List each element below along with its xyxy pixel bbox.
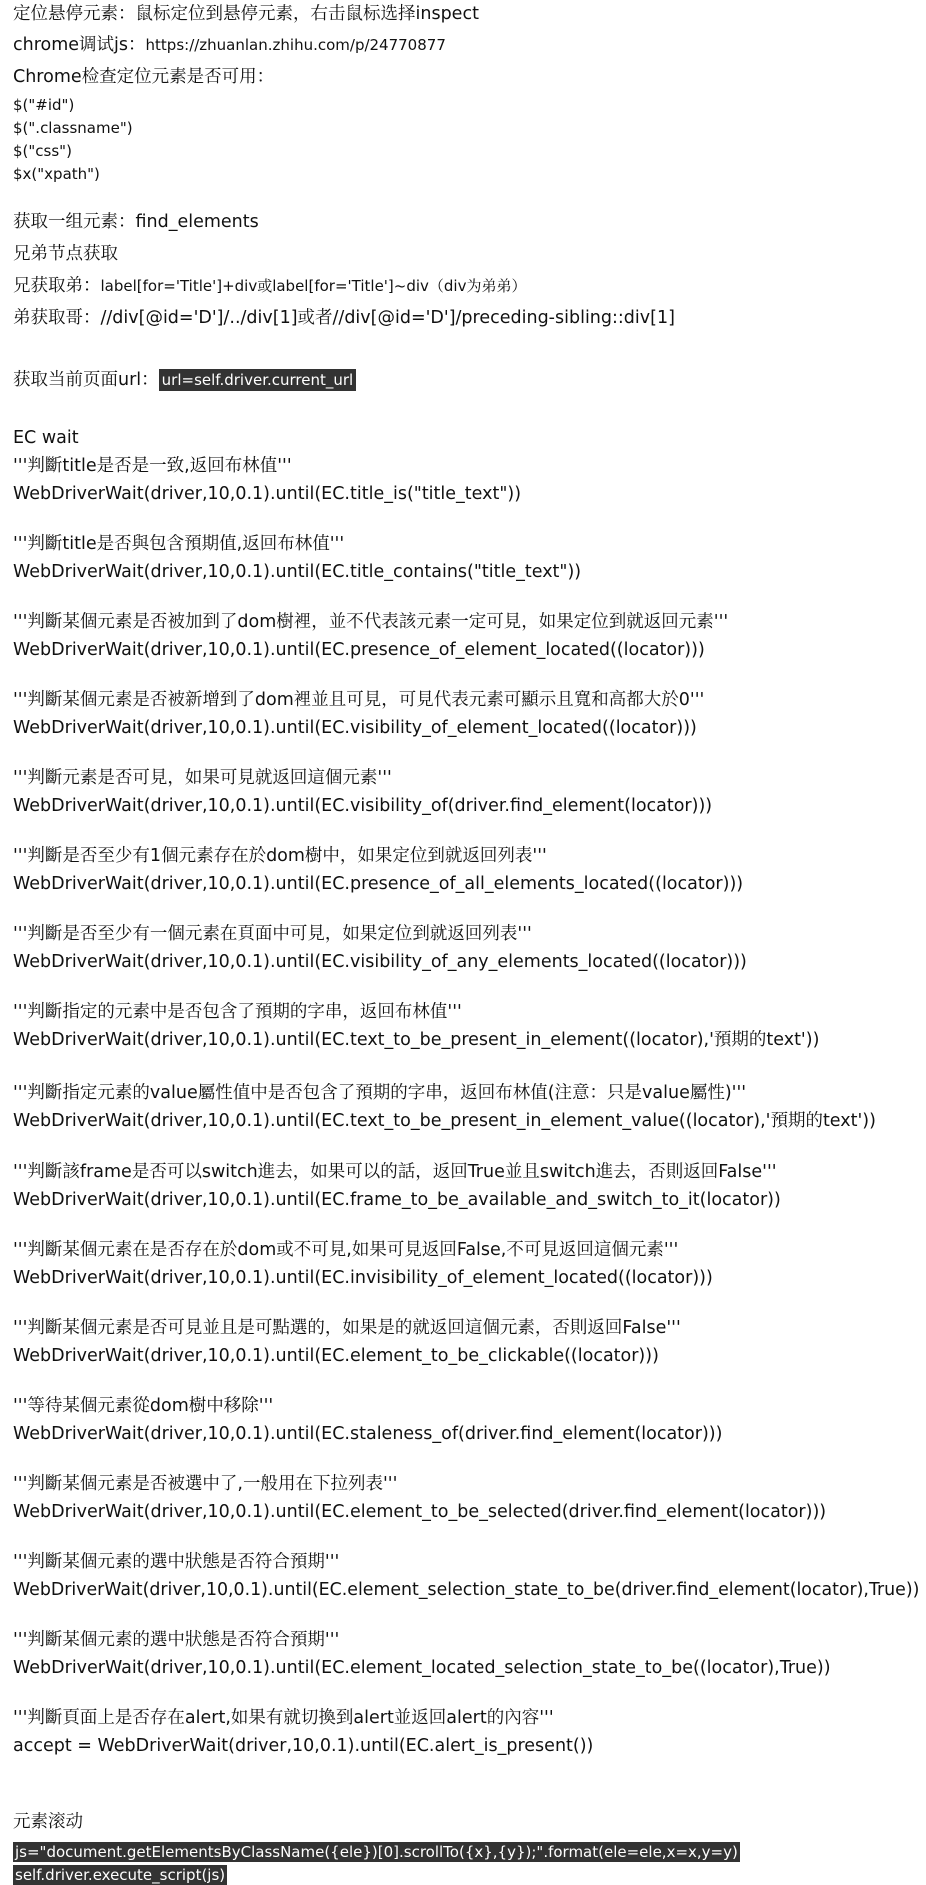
ec-comment: '''判斷指定的元素中是否包含了預期的字串，返回布林值''' xyxy=(13,1002,462,1022)
scroll-code-line1 xyxy=(13,1843,740,1861)
ec-comment: '''判斷是否至少有一個元素在頁面中可見，如果定位到就返回列表''' xyxy=(13,924,532,944)
ec-comment: '''判斷某個元素是否被新增到了dom裡並且可見，可見代表元素可顯示且寬和高都大於0''' xyxy=(13,690,705,710)
ec-comment: '''判斷某個元素的選中狀態是否符合預期''' xyxy=(13,1630,340,1650)
ec-code: accept = WebDriverWait(driver,10,0.1).until(EC.alert_is_present()) xyxy=(13,1736,594,1756)
ec-code: WebDriverWait(driver,10,0.1).until(EC.element_to_be_selected(driver.find_element(locator))) xyxy=(13,1502,827,1522)
sibling-title: 兄弟节点获取 xyxy=(13,244,118,264)
chrome-debug-url: https://zhuanlan.zhihu.com/p/24770877 xyxy=(145,36,446,54)
ec-wait-title: EC wait xyxy=(13,428,79,448)
sibling-brother-code: label[for='Title']+div或label[for='Title']~div（div为弟弟） xyxy=(100,277,527,295)
selector-css: $("css") xyxy=(13,142,72,160)
ec-comment: '''判斷某個元素的選中狀態是否符合預期''' xyxy=(13,1552,340,1572)
scroll-code-line2 xyxy=(13,1866,227,1884)
ec-comment: '''判斷某個元素是否可見並且是可點選的，如果是的就返回這個元素，否則返回False''' xyxy=(13,1318,681,1338)
ec-code: WebDriverWait(driver,10,0.1).until(EC.visibility_of(driver.find_element(locator))) xyxy=(13,796,713,816)
chrome-check-text: Chrome检查定位元素是否可用： xyxy=(13,67,275,87)
selector-xpath: $x("xpath") xyxy=(13,165,100,183)
current-url-label: 获取当前页面url： xyxy=(13,370,159,390)
sibling-brother-line xyxy=(13,276,526,297)
ec-code: WebDriverWait(driver,10,0.1).until(EC.element_located_selection_state_to_be((locator),True)) xyxy=(13,1658,831,1678)
ec-code: WebDriverWait(driver,10,0.1).until(EC.element_selection_state_to_be(driver.find_element(locator),True)) xyxy=(13,1580,920,1600)
ec-code: WebDriverWait(driver,10,0.1).until(EC.staleness_of(driver.find_element(locator))) xyxy=(13,1424,723,1444)
ec-comment: '''判斷title是否是一致,返回布林值''' xyxy=(13,456,292,476)
ec-comment: '''等待某個元素從dom樹中移除''' xyxy=(13,1396,274,1416)
current-url-code: url=self.driver.current_url xyxy=(159,369,357,391)
ec-comment: '''判斷頁面上是否存在alert,如果有就切換到alert並返回alert的內容''' xyxy=(13,1708,554,1728)
ec-comment: '''判斷某個元素是否被加到了dom樹裡，並不代表該元素一定可見，如果定位到就返回元素''' xyxy=(13,612,729,632)
scroll-title: 元素滚动 xyxy=(13,1812,83,1832)
ec-code: WebDriverWait(driver,10,0.1).until(EC.invisibility_of_element_located((locator))) xyxy=(13,1268,713,1288)
ec-comment: '''判斷某個元素在是否存在於dom或不可見,如果可見返回False,不可見返回這個元素''' xyxy=(13,1240,679,1260)
sibling-elder-text: 弟获取哥：//div[@id='D']/../div[1]或者//div[@id='D']/preceding-sibling::div[1] xyxy=(13,308,675,328)
ec-comment: '''判斷元素是否可見，如果可見就返回這個元素''' xyxy=(13,768,392,788)
chrome-debug-label: chrome调试js： xyxy=(13,35,146,55)
ec-code: WebDriverWait(driver,10,0.1).until(EC.visibility_of_element_located((locator))) xyxy=(13,718,697,738)
ec-comment: '''判斷該frame是否可以switch進去，如果可以的話，返回True並且switch進去，否則返回False''' xyxy=(13,1162,777,1182)
find-elements-text: 获取一组元素：find_elements xyxy=(13,212,259,232)
ec-code: WebDriverWait(driver,10,0.1).until(EC.text_to_be_present_in_element_value((locator),'預期的text')) xyxy=(13,1111,876,1131)
scroll-code-1: js="document.getElementsByClassName({ele})[0].scrollTo({x},{y});".format(ele=ele,x=x,y=y) xyxy=(15,1843,738,1861)
ec-code: WebDriverWait(driver,10,0.1).until(EC.title_is("title_text")) xyxy=(13,484,522,504)
selector-classname: $(".classname") xyxy=(13,119,133,137)
current-url-line xyxy=(13,370,356,391)
ec-code: WebDriverWait(driver,10,0.1).until(EC.text_to_be_present_in_element((locator),'預期的text')) xyxy=(13,1030,820,1050)
ec-code: WebDriverWait(driver,10,0.1).until(EC.presence_of_element_located((locator))) xyxy=(13,640,705,660)
ec-comment: '''判斷title是否與包含預期值,返回布林值''' xyxy=(13,534,345,554)
hover-locate-text: 定位悬停元素：鼠标定位到悬停元素，右击鼠标选择inspect xyxy=(13,4,479,24)
sibling-brother-label: 兄获取弟： xyxy=(13,276,101,296)
chrome-debug-line xyxy=(13,35,446,56)
ec-code: WebDriverWait(driver,10,0.1).until(EC.title_contains("title_text")) xyxy=(13,562,582,582)
scroll-code-2: self.driver.execute_script(js) xyxy=(15,1866,226,1884)
ec-comment: '''判斷是否至少有1個元素存在於dom樹中，如果定位到就返回列表''' xyxy=(13,846,547,866)
selector-id: $("#id") xyxy=(13,96,75,114)
ec-code: WebDriverWait(driver,10,0.1).until(EC.frame_to_be_available_and_switch_to_it(locator)) xyxy=(13,1190,781,1210)
ec-code: WebDriverWait(driver,10,0.1).until(EC.visibility_of_any_elements_located((locator))) xyxy=(13,952,747,972)
ec-code: WebDriverWait(driver,10,0.1).until(EC.element_to_be_clickable((locator))) xyxy=(13,1346,659,1366)
ec-comment: '''判斷某個元素是否被選中了,一般用在下拉列表''' xyxy=(13,1474,398,1494)
ec-code: WebDriverWait(driver,10,0.1).until(EC.presence_of_all_elements_located((locator))) xyxy=(13,874,744,894)
ec-comment: '''判斷指定元素的value屬性值中是否包含了預期的字串，返回布林值(注意：只是value屬性)''' xyxy=(13,1083,747,1103)
